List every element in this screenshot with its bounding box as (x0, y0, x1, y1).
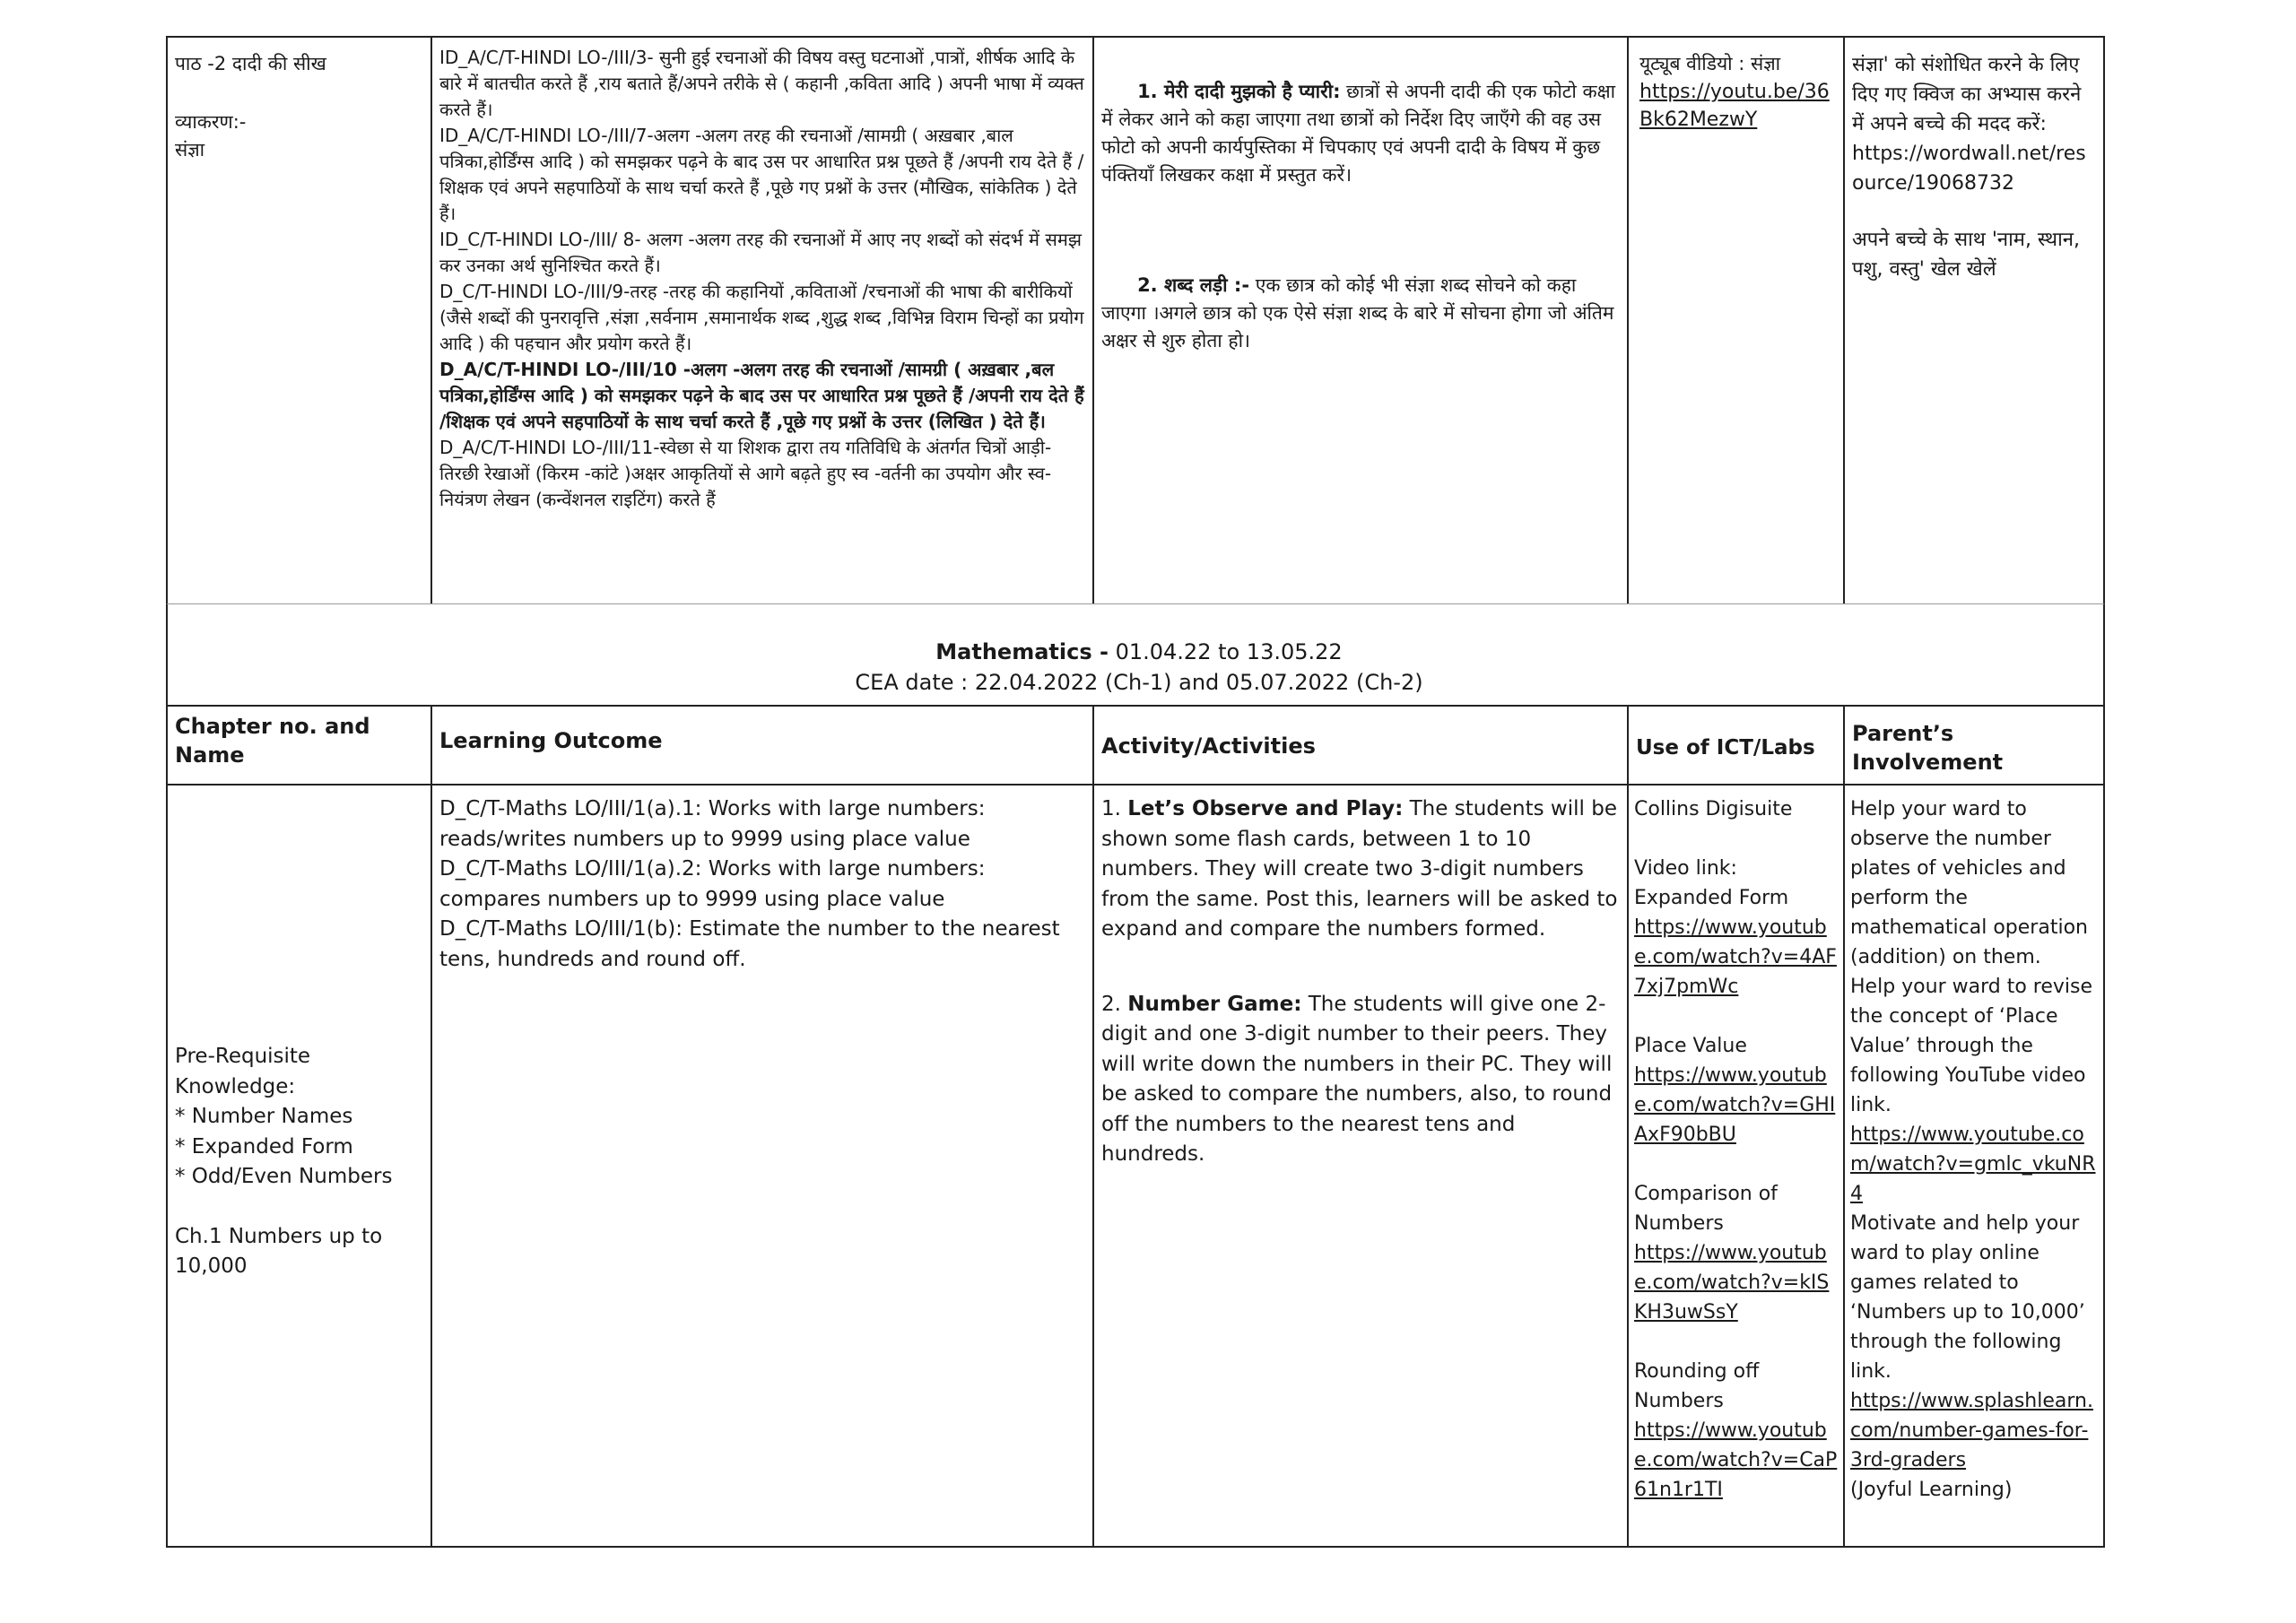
hindi-outcome-1: ID_A/C/T-HINDI LO-/III/3- सुनी हुई रचनाओं की विषय वस्तु घटनाओं ,पात्रों, शीर्षक आदि के बारे में बातचीत करते हैं ,राय बताते हैं/अपने तरीके से ( कहानी ,कविता आदि ) अपनी भाषा में व्यक्त करते हैं। (439, 47, 1091, 120)
header-parents (1843, 705, 2105, 785)
ict-item-2-label: Place Value (1634, 1035, 1747, 1057)
maths-outcomes-cell (430, 784, 1094, 1548)
hindi-outcome-2: ID_A/C/T-HINDI LO-/III/7-अलग -अलग तरह की रचनाओं /सामग्री ( अख़बार ,बाल पत्रिका,होर्डिंग्स आदि ) को समझकर पढ़ने के बाद उस पर आधारित प्रश्न पूछते हैं /अपनी राय देते हैं /शिक्षक एवं अपने सहपाठियों के साथ चर्चा करते हैं ,पूछे गए प्रश्नों के उत्तर (मौखिक, सांकेतिक ) देते हैं। (439, 125, 1084, 224)
maths-outcome-1: D_C/T-Maths LO/III/1(a).1: Works with large numbers: reads/writes numbers up to 9999 using place value (439, 797, 992, 851)
hindi-ict-cell (1627, 36, 1845, 605)
maths-title-dates: 01.04.22 to 13.05.22 (1108, 639, 1343, 664)
maths-activity-cell (1092, 784, 1629, 1548)
ict-item-3-label: Comparison of Numbers (1634, 1183, 1784, 1235)
parents-para-4: (Joyful Learning) (1850, 1479, 2013, 1501)
header-chapter-label: Chapter no. and Name (175, 714, 370, 768)
hindi-activity-1-text: छात्रों से अपनी दादी की एक फोटो कक्षा में लेकर आने को कहा जाएगा तथा छात्रों को निर्देश दिए जाएँगे की वह उस फोटो को अपनी कार्यपुस्तिका में चिपकाए एवं अपनी दादी के विषय में कुछ पंक्तियाँ लिखकर कक्षा में प्रस्तुत करें। (1101, 81, 1622, 186)
prereq-title: Pre-Requisite Knowledge: (175, 1045, 317, 1098)
hindi-grammar-topic: संज्ञा (175, 139, 205, 161)
prereq-item-1: * Number Names (175, 1105, 353, 1128)
maths-activity-1-title: Let’s Observe and Play: (1127, 797, 1404, 820)
maths-activity-2-title: Number Game: (1127, 992, 1302, 1016)
ict-item-1-link[interactable]: https://www.youtube.com/watch?v=4AF7xj7pmWc (1634, 916, 1837, 998)
ict-video-label: Video link: (1634, 857, 1737, 880)
maths-title-subject: Mathematics - (935, 639, 1109, 664)
hindi-chapter-name: पाठ -2 दादी की सीख (175, 53, 326, 74)
hindi-ict-link[interactable]: https://youtu.be/36Bk62MezwY (1639, 81, 1830, 131)
hindi-parents-cell (1843, 36, 2105, 605)
ict-item-4-link[interactable]: https://www.youtube.com/watch?v=CaP61n1r1TI (1634, 1419, 1838, 1501)
hindi-activity-cell (1092, 36, 1629, 605)
maths-activity-2 (1101, 990, 1620, 1170)
maths-chapter-cell (166, 784, 432, 1548)
hindi-activity-2 (1101, 244, 1620, 383)
hindi-outcome-6: D_A/C/T-HINDI LO-/III/11-स्वेछा से या शिशक द्वारा तय गतिविधि के अंतर्गत चित्रों आड़ी-तिरछी रेखाओं (किरम -कांटे )अक्षर आकृतियों से आगे बढ़ते हुए स्व -वर्तनी का उपयोग और स्व-नियंत्रण लेखन (कन्वेंशनल राइटिंग) करते हैं (439, 437, 1052, 510)
maths-activity-1-text: The students will be shown some flash cards, between 1 to 10 numbers. They will create two 3-digit numbers from the same. Post this, learners will be asked to expand and compare the numbers formed. (1101, 797, 1624, 941)
hindi-ict-label: यूट्यूब वीडियो : संज्ञा (1639, 53, 1781, 74)
ict-item-4-label: Rounding off Numbers (1634, 1360, 1766, 1412)
header-activity-label: Activity/Activities (1101, 733, 1316, 759)
header-outcome (430, 705, 1094, 785)
hindi-activity-1 (1101, 50, 1620, 217)
parents-link-1[interactable]: https://www.youtube.com/watch?v=gmlc_vkuNR4 (1850, 1124, 2096, 1205)
header-ict-label: Use of ICT/Labs (1636, 736, 1815, 759)
hindi-outcome-4: D_C/T-HINDI LO-/III/9-तरह -तरह की कहानियों ,कविताओं /रचनाओं की भाषा की बारीकियों (जैसे शब्दों की पुनरावृत्ति ,संज्ञा ,सर्वनाम ,समानार्थक शब्द ,शुद्ध शब्द ,विभिन्न विराम चिन्हों का प्रयोग आदि ) की पहचान और प्रयोग करते हैं। (439, 281, 1090, 354)
maths-title (170, 638, 2108, 667)
maths-ict-cell (1627, 784, 1845, 1548)
hindi-activity-2-title: 2. शब्द लड़ी :- (1137, 274, 1250, 296)
hindi-outcome-3: ID_C/T-HINDI LO-/III/ 8- अलग -अलग तरह की रचनाओं में आए नए शब्दों को संदर्भ में समझ कर उनका अर्थ सुनिश्चित करते हैं। (439, 229, 1088, 276)
ict-item-3-link[interactable]: https://www.youtube.com/watch?v=kISKH3uwSsY (1634, 1242, 1830, 1324)
maths-activity-2-num: 2. (1101, 992, 1128, 1016)
ict-platform: Collins Digisuite (1634, 798, 1793, 820)
parents-para-3: Motivate and help your ward to play online games related to ‘Numbers up to 10,000’ through the following link. (1850, 1212, 2092, 1383)
maths-activity-1 (1101, 794, 1624, 945)
maths-chapter-name: Ch.1 Numbers up to 10,000 (175, 1224, 389, 1278)
hindi-grammar-label: व्याकरण:- (175, 111, 247, 133)
maths-activity-2-text: The students will give one 2-digit and one 3-digit number to their peers. They will write down the numbers in their PC. They will be asked to compare the numbers, also, to round off the numbers to the nearest tens and hundreds. (1101, 992, 1619, 1166)
maths-activity-1-num: 1. (1101, 797, 1128, 820)
parents-para-2: Help your ward to revise the concept of ‘Place Value’ through the following YouTube video link. (1850, 976, 2100, 1116)
maths-outcome-2: D_C/T-Maths LO/III/1(a).2: Works with large numbers: compares numbers up to 9999 using place value (439, 857, 992, 911)
hindi-activity-2-text: एक छात्र को कोई भी संज्ञा शब्द सोचने को कहा जाएगा ।अगले छात्र को एक ऐसे संज्ञा शब्द के बारे में सोचना होगा जो अंतिम अक्षर से शुरु होता हो। (1101, 274, 1621, 352)
parents-para-1: Help your ward to observe the number plates of vehicles and perform the mathematical operation (addition) on them. (1850, 798, 2094, 968)
hindi-outcomes-cell (430, 36, 1094, 605)
prereq-item-2: * Expanded Form (175, 1134, 353, 1159)
header-chapter (166, 705, 432, 785)
parents-link-2[interactable]: https://www.splashlearn.com/number-games-for-3rd-graders (1850, 1390, 2093, 1471)
header-parents-label: Parent’s Involvement (1852, 721, 2004, 775)
header-activity (1092, 705, 1629, 785)
ict-item-2-link[interactable]: https://www.youtube.com/watch?v=GHIAxF90bBU (1634, 1064, 1836, 1146)
hindi-parents-link[interactable]: https://wordwall.net/resource/19068732 (1852, 143, 2086, 195)
hindi-activity-1-title: 1. मेरी दादी मुझको है प्यारी: (1137, 81, 1341, 102)
maths-outcome-3: D_C/T-Maths LO/III/1(b): Estimate the number to the nearest tens, hundreds and round off. (439, 917, 1066, 971)
header-outcome-label: Learning Outcome (439, 728, 663, 753)
hindi-parents-text-1: संज्ञा' को संशोधित करने के लिए दिए गए क्विज का अभ्यास करने में अपने बच्चे की मदद करें: (1852, 54, 2088, 135)
header-ict (1627, 705, 1845, 785)
hindi-outcome-5: D_A/C/T-HINDI LO-/III/10 -अलग -अलग तरह की रचनाओं /सामग्री ( अख़बार ,बल पत्रिका,होर्डिंग्स आदि ) को समझकर पढ़ने के बाद उस पर आधारित प्रश्न पूछते हैं /अपनी राय देते हैं /शिक्षक एवं अपने सहपाठियों के साथ चर्चा करते हैं ,पूछे गए प्रश्नों के उत्तर (लिखित ) देते हैं। (439, 359, 1091, 432)
maths-cea-date: CEA date : 22.04.2022 (Ch-1) and 05.07.2022 (Ch-2) (855, 670, 1423, 695)
ict-item-1-label: Expanded Form (1634, 887, 1789, 909)
maths-parents-cell (1843, 784, 2105, 1548)
hindi-parents-text-2: अपने बच्चे के साथ 'नाम, स्थान, पशु, वस्तु' खेल खेलें (1852, 229, 2087, 281)
prereq-item-3: * Odd/Even Numbers (175, 1165, 393, 1188)
hindi-chapter-cell (166, 36, 432, 605)
